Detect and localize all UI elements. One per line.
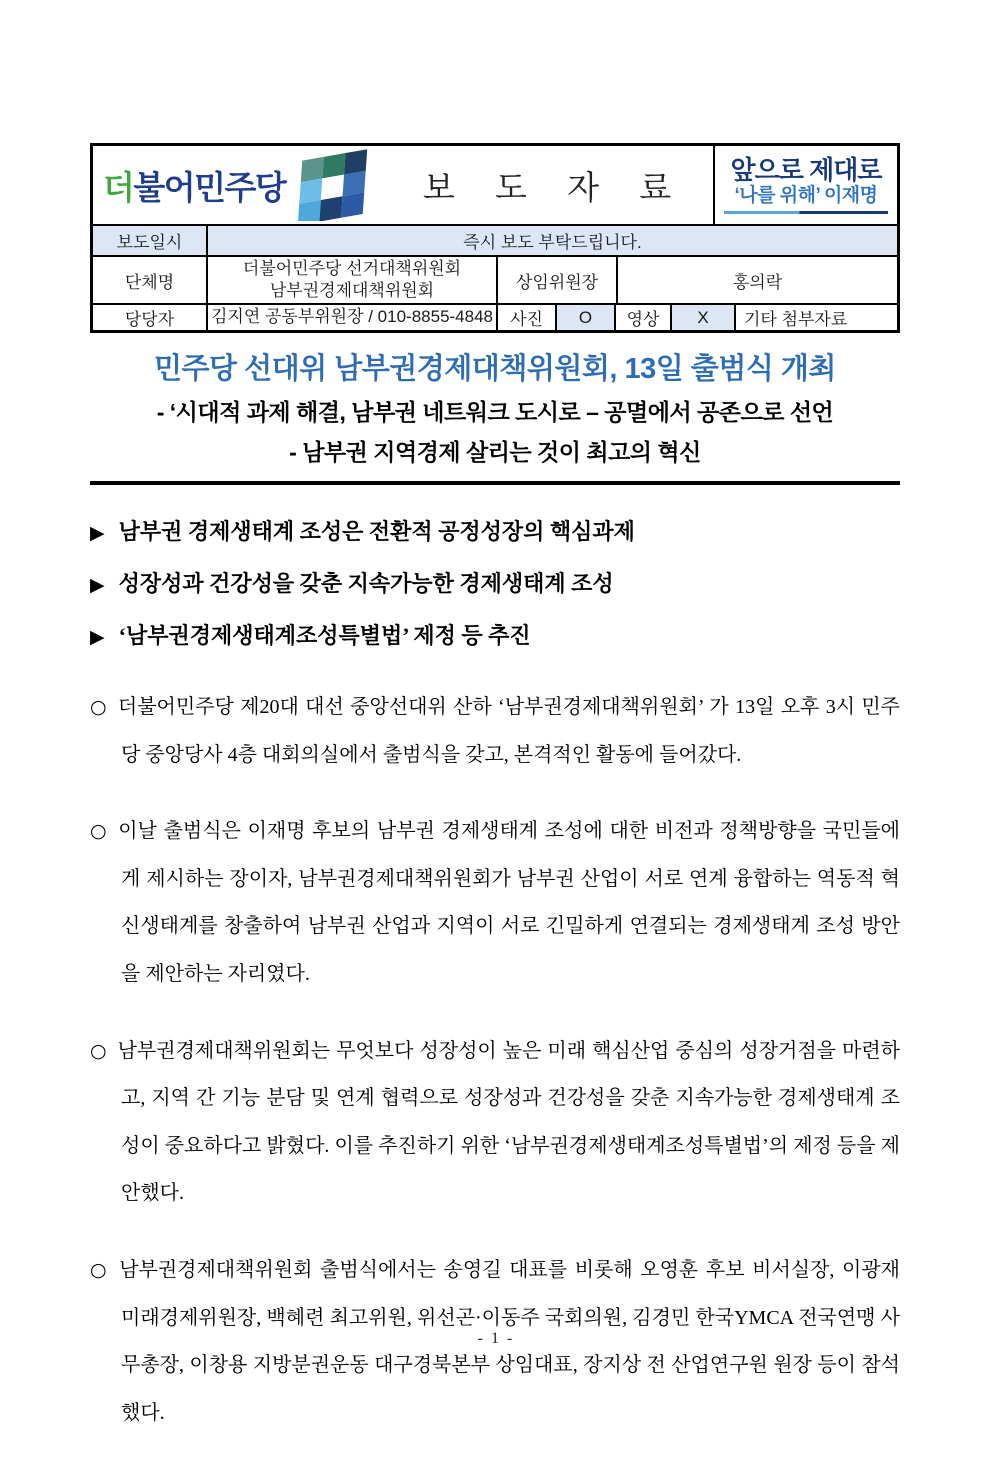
header-row — [93, 146, 897, 224]
contact-value: 김지연 공동부위원장 / 010-8855-4848 — [206, 305, 496, 330]
paragraph-text: 남부권경제대책위원회는 무엇보다 성장성이 높은 미래 핵심산업 중심의 성장거점을 마련하고, 지역 간 기능 분담 및 연계 협력으로 성장성과 건강성을 갖춘 지속가능한 경제생태계 조성이 중요하다고 밝혔다. 이를 추진하기 위한 ‘남부권경제생태계조성특별법’의 제정 등을 제안했다. — [117, 1039, 900, 1205]
triangle-bullet-icon: ▶ — [90, 522, 105, 544]
doc-type-title: 보 도 자 료 — [422, 170, 688, 207]
key-points-list — [90, 515, 900, 650]
paragraph-text: 이날 출범식은 이재명 후보의 남부권 경제생태계 조성에 대한 비전과 정책방향을 국민들에게 제시하는 장이자, 남부권경제대책위원회가 남부권 산업이 서로 연계 융합하는 역동적 혁신생태계를 창출하여 남부권 산업과 지역이 서로 긴밀하게 연결되는 경제생태계 조성 방안을 제안하는 자리였다. — [118, 820, 900, 985]
triangle-bullet-icon: ▶ — [90, 574, 105, 596]
campaign-slogan-box — [713, 146, 897, 224]
body-text — [90, 684, 900, 1437]
circle-bullet-icon: ○ — [90, 820, 109, 843]
key-point-text: ‘남부권경제생태계조성특별법’ 제정 등 추진 — [118, 623, 531, 648]
organization-label: 단체명 — [124, 272, 175, 292]
subtitle-line1: - ‘시대적 과제 해결, 남부권 네트워크 도시로 – 공멸에서 공존으로 선언 — [156, 399, 834, 425]
organization-row — [93, 255, 897, 303]
slogan-line2: ‘나를 위해’ 이재명 — [734, 185, 878, 207]
page-number: - 1 - — [477, 1330, 515, 1347]
photo-label: 사진 — [496, 305, 555, 330]
logo-text-green: 더 — [103, 168, 134, 206]
circle-bullet-icon: ○ — [90, 1258, 110, 1281]
key-point-text: 남부권 경제생태계 조성은 전환적 공정성장의 핵심과제 — [118, 519, 635, 544]
header-main-cell — [93, 146, 713, 224]
triangle-bullet-icon: ▶ — [90, 626, 105, 648]
body-paragraph — [90, 808, 900, 998]
circle-bullet-icon: ○ — [90, 696, 108, 718]
party-logo — [93, 149, 397, 221]
slogan-line1: 앞으로 제대로 — [730, 154, 882, 185]
info-table — [90, 143, 900, 333]
party-logo-wordmark — [103, 162, 285, 209]
paragraph-text: 더불어민주당 제20대 대선 중앙선대위 산하 ‘남부권경제대책위원회’ 가 13일 오후 3시 민주당 중앙당사 4층 대회의실에서 출범식을 갖고, 본격적인 활동에 들어갔다. — [117, 696, 900, 766]
release-time-row — [93, 224, 897, 255]
body-paragraph — [90, 1028, 900, 1218]
video-value: X — [670, 305, 734, 330]
key-point-text: 성장성과 건강성을 갖춘 지속가능한 경제생태계 조성 — [118, 571, 614, 596]
contact-label: 당당자 — [124, 310, 175, 329]
key-point-item — [90, 515, 900, 546]
subtitle-block — [90, 392, 900, 472]
chairman-value: 홍의락 — [616, 257, 897, 303]
slogan-underline — [724, 211, 888, 214]
press-release-page — [90, 143, 900, 1466]
attachment-label: 기타 첨부자료 — [734, 305, 897, 330]
organization-line1: 더불어민주당 선거대책위원회 — [242, 258, 462, 278]
photo-value: O — [555, 305, 614, 330]
organization-value — [206, 257, 496, 303]
party-flag-icon — [287, 146, 371, 221]
release-time-label: 보도일시 — [93, 226, 206, 255]
contact-row — [93, 303, 897, 330]
video-label: 영상 — [614, 305, 670, 330]
subtitle-line2: - 남부권 지역경제 살리는 것이 최고의 혁신 — [289, 439, 701, 465]
paragraph-text: 남부권경제대책위원회 출범식에서는 송영길 대표를 비롯해 오영훈 후보 비서실장, 이광재 미래경제위원장, 백혜련 최고위원, 위선곤·이동주 국회의원, 김경민 한국YMCA 전국연맹 사무총장, 이창용 지방분권운동 대구경북본부 상임대표, 장지상 전 산업연구원 원장 등이 참석했다. — [119, 1258, 900, 1424]
logo-text-navy: 불어민주당 — [133, 168, 286, 206]
key-point-item — [90, 567, 900, 598]
release-time-value: 즉시 보도 부탁드립니다. — [206, 226, 897, 255]
key-point-item — [90, 619, 900, 650]
section-divider — [90, 481, 900, 485]
circle-bullet-icon: ○ — [90, 1039, 108, 1062]
body-paragraph — [90, 684, 900, 779]
headline: 민주당 선대위 남부권경제대책위원회, 13일 출범식 개최 — [154, 353, 836, 385]
organization-line2: 남부권경제대책위원회 — [269, 281, 435, 300]
chairman-label: 상임위원장 — [496, 257, 616, 303]
